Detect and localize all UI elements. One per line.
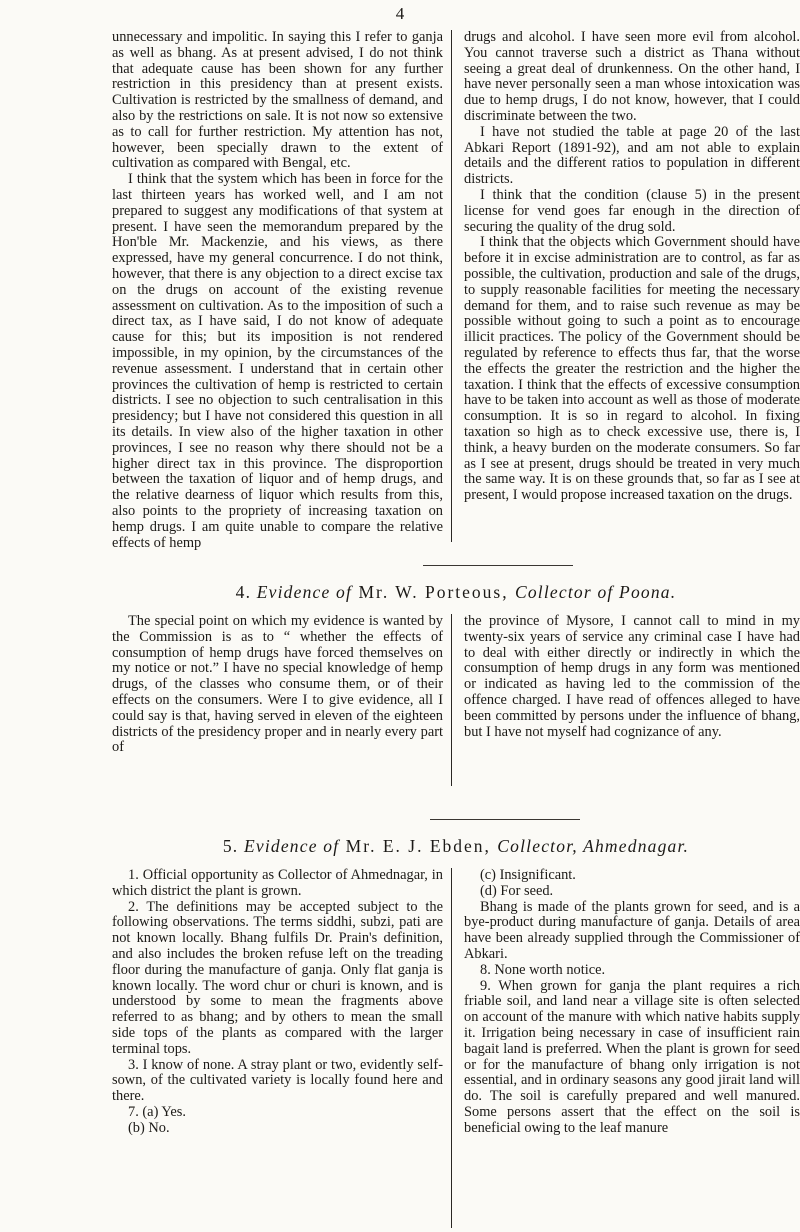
paragraph: I think that the objects which Government should have before it in excise administration are to control, as far as possible, the cultivation, production and sale of the drugs, to supply reasonable facilities for meeting the necessary demand for them, and to raise such revenue as may be possible without going to such a point as to encourage illicit practices. The policy of the Government should be regulated by reference to effects thus far, that the worse the effects the greater the restriction and the higher the taxation. I think that the effects of excessive consumption have to be taken into account as well as those of moderate consumption. It is so in regard to alcohol. In fixing taxation so high as to check excessive use, there is, I think, a heavy burden on the moderate consumers. So far as I see at present, drugs should be treated in very much the same way. It is on these grounds that, so far as I see at present, I would propose increased taxation on the drugs. bbox=[464, 234, 800, 504]
paragraph: the province of Mysore, I cannot call to mind in my twenty-six years of service any criminal case I have had to deal with either directly or indirectly in which the consumption of hemp drugs in any form was mentioned or indicated as having led to the commission of the offence charged. I have read of offences alleged to have been committed by persons under the influence of bhang, but I have not myself had cognizance of any. bbox=[464, 613, 800, 740]
heading-number: 4. bbox=[235, 582, 257, 602]
heading-number: 5. bbox=[222, 836, 244, 856]
heading-evidence-label: Evidence of bbox=[256, 582, 353, 602]
section-separator bbox=[430, 819, 580, 820]
answer-paragraph: (d) For seed. bbox=[480, 882, 554, 899]
paragraph: unnecessary and impolitic. In saying this I refer to ganja as well as bhang. As at present advised, I do not think that adequate cause has been shown for any further restriction in this presidency than at present exists. Cultivation is restricted by the smallness of demand, and also by the restrictions on sale. It is not now so extensive as to call for further restriction. My attention has not, however, been specially drawn to the extent of cultivation as compared with Bengal, etc. bbox=[112, 29, 443, 172]
heading-person-name: Mr. E. J. Ebden, bbox=[339, 836, 498, 856]
section-separator bbox=[423, 565, 573, 566]
section-3-columns bbox=[112, 868, 800, 1228]
evidence-heading-5 bbox=[112, 836, 800, 857]
answer-paragraph: 8. None worth notice. bbox=[480, 961, 606, 978]
heading-person-name: Mr. W. Porteous, bbox=[352, 582, 515, 602]
answer-paragraph: 3. I know of none. A stray plant or two, evidently self-sown, of the cultivated variety is locally found here and there. bbox=[112, 1056, 443, 1105]
section-1-left-column bbox=[112, 29, 451, 551]
answer-paragraph: 2. The definitions may be accepted subject to the following observations. The terms siddhi, subzi, pati are not known locally. Bhang fulfils Dr. Prain's definition, and also includes the broken refuse left on the treading floor during the manufacture of ganja. Only flat ganja is known locally. The word chur or churi is known, and is understood by some to mean the fragments above referred to as bhang; and by others to mean the small side tops of the plants as compared with the larger terminal tops. bbox=[112, 898, 443, 1057]
evidence-heading-4 bbox=[112, 582, 800, 603]
section-2-right-column bbox=[452, 614, 800, 786]
section-3-left-column bbox=[112, 868, 451, 1228]
answer-paragraph: 1. Official opportunity as Collector of Ahmednagar, in which district the plant is grown. bbox=[112, 867, 443, 899]
paragraph: drugs and alcohol. I have seen more evil from alcohol. You cannot traverse such a district as Thana without seeing a great deal of drunkenness. On the other hand, I have never personally seen a man whose intoxication was due to hemp drugs, I do not know, however, that I could discriminate between the two. bbox=[464, 29, 800, 124]
paragraph: I think that the system which has been in force for the last thirteen years has worked well, and I am not prepared to suggest any modifications of that system at present. I have seen the memorandum prepared by the Hon'ble Mr. Mackenzie, and his views, as there expressed, have my general concurrence. I do not think, however, that there is any objection to a direct excise tax on the drugs on account of the existing revenue assessment on cultivation. As to the imposition of such a direct tax, as I have said, I do not know of adequate cause for this; but its imposition is not rendered impossible, in my opinion, by the circumstances of the revenue assessment. I understand that in certain other provinces the cultivation of hemp is restricted to certain districts. I see no objection to such centralisation in this presidency; but I have not considered this question in all its details. In view also of the higher taxation in other provinces, I see no reason why there should not be a higher direct tax in this province. The disproportion between the taxation of liquor and of hemp drugs, and the relative dearness of liquor which results from this, also points to the propriety of increasing taxation on hemp drugs. I am quite unable to compare the relative effects of hemp bbox=[112, 171, 443, 551]
heading-person-title: Collector of Poona. bbox=[514, 582, 677, 602]
heading-person-title: Collector, Ahmednagar. bbox=[497, 836, 690, 856]
answer-paragraph: (b) No. bbox=[128, 1119, 170, 1136]
page-number: 4 bbox=[395, 4, 405, 23]
answer-paragraph: Bhang is made of the plants grown for seed, and is a bye-product during manufacture of ganja. Details of area have been already supplied through the Commissioner of Abkari. bbox=[464, 898, 800, 962]
paragraph: The special point on which my evidence is wanted by the Commission is as to “ whether the effects of consumption of hemp drugs have forced themselves on my notice or not.” I have no special knowledge of hemp drugs, of the classes who consume them, or of their effects on the consumers. Were I to give evidence, all I could say is that, having served in eleven of the eighteen districts of the presidency proper and in nearly every part of bbox=[112, 613, 443, 756]
paragraph: I think that the condition (clause 5) in the present license for vend goes far enough in the direction of securing the quality of the drug sold. bbox=[464, 186, 800, 235]
heading-evidence-label: Evidence of bbox=[243, 836, 340, 856]
answer-paragraph: 7. (a) Yes. bbox=[128, 1103, 186, 1120]
section-3-right-column bbox=[452, 868, 800, 1228]
section-2-columns bbox=[112, 614, 800, 786]
section-2-left-column bbox=[112, 614, 451, 786]
answer-paragraph: 9. When grown for ganja the plant requires a rich friable soil, and land near a village site is often selected on account of the manure with which native habits supply it. Irrigation being necessary in case of insufficient rain bagait land is preferred. When the plant is grown for seed or for the manufacture of bhang only irrigation is not essential, and in ordinary seasons any good jirait land will do. The soil is carefully prepared and well manured. Some persons assert that the effect on the soil is beneficial owing to the leaf manure bbox=[464, 977, 800, 1136]
paragraph: I have not studied the table at page 20 of the last Abkari Report (1891-92), and am not able to explain details and the different ratios to population in different districts. bbox=[464, 123, 800, 188]
section-1-columns bbox=[112, 29, 800, 551]
answer-paragraph: (c) Insignificant. bbox=[480, 867, 576, 883]
section-1-right-column bbox=[452, 30, 800, 542]
